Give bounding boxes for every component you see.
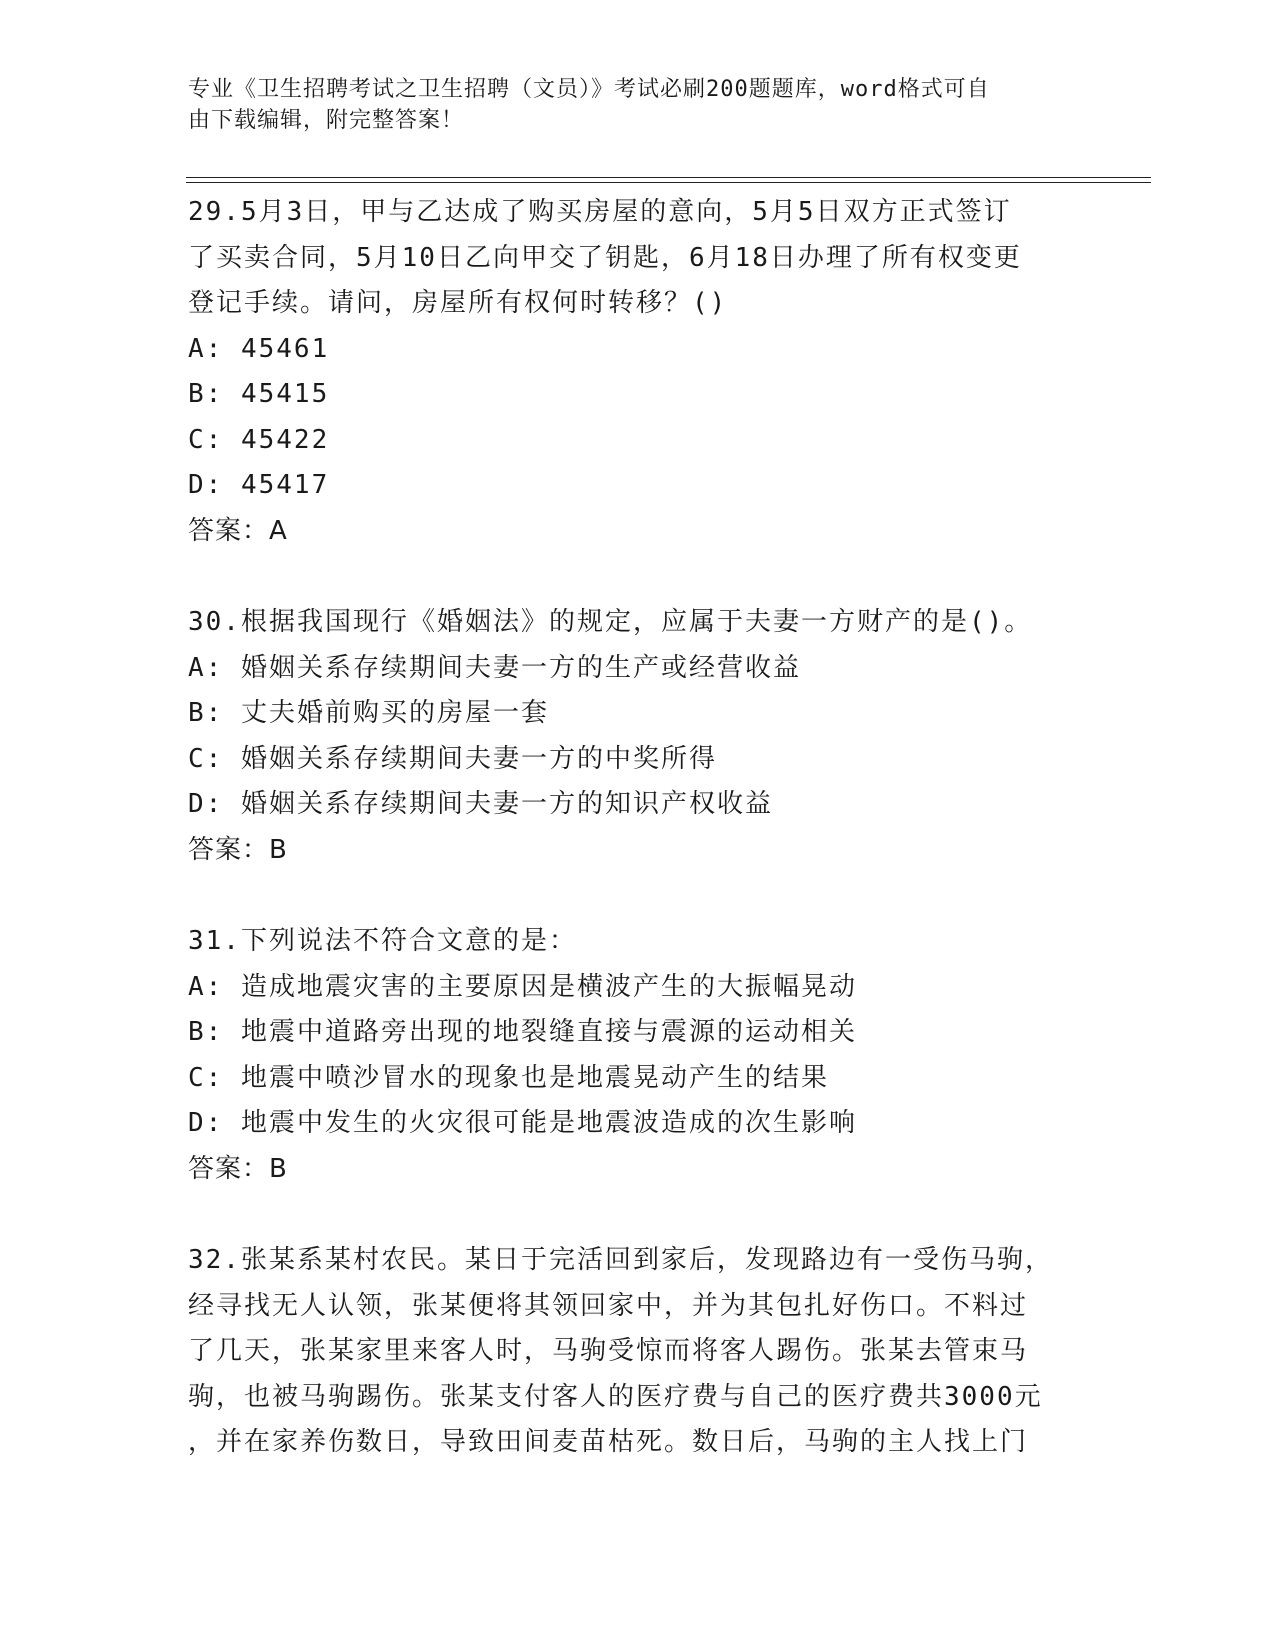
- question-stem-line: 驹，也被马驹踢伤。张某支付客人的医疗费与自己的医疗费共3000元: [188, 1381, 1043, 1412]
- question-stem-line: 了买卖合同，5月10日乙向甲交了钥匙，6月18日办理了所有权变更: [188, 242, 1022, 273]
- option-b: B: 45415: [188, 379, 330, 409]
- option-b: B: 丈夫婚前购买的房屋一套: [188, 698, 549, 728]
- question-stem-line: ，并在家养伤数日，导致田间麦苗枯死。数日后，马驹的主人找上门: [188, 1427, 1029, 1457]
- question-stem-line: 登记手续。请问，房屋所有权何时转移？(): [188, 288, 728, 318]
- question-31: [188, 919, 1088, 1192]
- question-stem-line: 32.张某系某村农民。某日于完活回到家后，发现路边有一受伤马驹，: [188, 1245, 1053, 1275]
- option-c: C: 45422: [188, 424, 330, 455]
- option-d: D: 45417: [188, 470, 330, 500]
- question-stem-line: 了几天，张某家里来客人时，马驹受惊而将客人踢伤。张某去管束马: [188, 1336, 1029, 1366]
- answer-label: 答案：B: [188, 834, 288, 865]
- option-a: A: 造成地震灾害的主要原因是横波产生的大振幅晃动: [188, 971, 857, 1002]
- option-d: D: 地震中发生的火灾很可能是地震波造成的次生影响: [188, 1108, 857, 1138]
- question-stem-line: 31.下列说法不符合文意的是：: [188, 926, 577, 956]
- option-c: C: 婚姻关系存续期间夫妻一方的中奖所得: [188, 743, 717, 774]
- question-32: [188, 1238, 1088, 1466]
- document-header: [188, 74, 1068, 136]
- header-line-2: 由下载编辑，附完整答案！: [188, 108, 465, 133]
- option-a: A: 婚姻关系存续期间夫妻一方的生产或经营收益: [188, 652, 801, 683]
- option-a: A: 45461: [188, 333, 330, 364]
- header-divider-thick: [186, 177, 1151, 178]
- answer-label: 答案：B: [188, 1153, 288, 1184]
- option-b: B: 地震中道路旁出现的地裂缝直接与震源的运动相关: [188, 1017, 857, 1047]
- answer-label: 答案：A: [188, 515, 288, 546]
- header-line-1: 专业《卫生招聘考试之卫生招聘（文员）》考试必刷200题题库，word格式可自: [188, 77, 990, 102]
- header-divider-thin: [186, 182, 1151, 183]
- question-30: [188, 600, 1088, 873]
- question-stem-line: 30.根据我国现行《婚姻法》的规定，应属于夫妻一方财产的是()。: [188, 607, 1033, 637]
- option-d: D: 婚姻关系存续期间夫妻一方的知识产权收益: [188, 789, 773, 819]
- option-c: C: 地震中喷沙冒水的现象也是地震晃动产生的结果: [188, 1062, 829, 1093]
- question-29: [188, 190, 1088, 554]
- question-stem-line: 29.5月3日，甲与乙达成了购买房屋的意向，5月5日双方正式签订: [188, 197, 1012, 227]
- question-list: [188, 190, 1088, 1466]
- question-stem-line: 经寻找无人认领，张某便将其领回家中，并为其包扎好伤口。不料过: [188, 1290, 1029, 1321]
